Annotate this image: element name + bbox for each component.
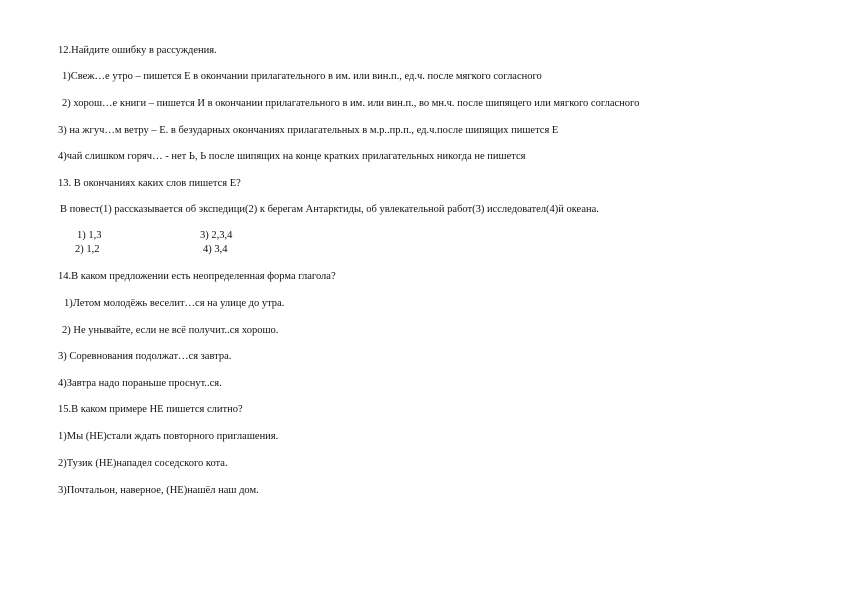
q12-item-2: 2) хорош…е книги – пишется И в окончании прилагательного в им. или вин.п., во мн.ч. после шипящего или мягкого согласного	[62, 98, 640, 109]
q15-item-2: 2)Тузик (НЕ)нападел соседского кота.	[58, 458, 228, 469]
q14-item-2: 2) Не унывайте, если не всё получит..ся хорошо.	[62, 325, 279, 336]
q12-item-4: 4)чай слишком горяч… - нет Ь, Ь после шипящих на конце кратких прилагательных никогда не пишется	[58, 151, 526, 162]
q13-title: 13. В окончаниях каких слов пишется Е?	[58, 178, 241, 189]
q13-sentence: В повест(1) рассказывается об экспедици(2) к берегам Антарктиды, об увлекательной работ(3) исследовател(4)й океана.	[60, 204, 599, 215]
q12-item-1: 1)Свеж…е утро – пишется Е в окончании прилагательного в им. или вин.п., ед.ч. после мягкого согласного	[62, 71, 542, 82]
q13-option-2: 2) 1,2	[75, 244, 100, 255]
q13-option-1: 1) 1,3	[77, 230, 102, 241]
q13-option-3: 3) 2,3,4	[200, 230, 233, 241]
q12-title: 12.Найдите ошибку в рассуждения.	[58, 45, 217, 56]
q13-option-4: 4) 3,4	[203, 244, 228, 255]
q15-item-3: 3)Почтальон, наверное, (НЕ)нашёл наш дом.	[58, 485, 259, 496]
q15-item-1: 1)Мы (НЕ)стали ждать повторного приглашения.	[58, 431, 279, 442]
q15-title: 15.В каком примере НЕ пишется слитно?	[58, 404, 243, 415]
q14-title: 14.В каком предложении есть неопределенная форма глагола?	[58, 271, 336, 282]
q14-item-3: 3) Соревнования подолжат…ся завтра.	[58, 351, 232, 362]
q14-item-4: 4)Завтра надо пораньше проснут..ся.	[58, 378, 222, 389]
q14-item-1: 1)Летом молодёжь веселит…ся на улице до утра.	[64, 298, 285, 309]
q12-item-3: 3) на жгуч…м ветру – Е. в безударных окончаниях прилагательных в м.р..пр.п., ед.ч.после шипящих пишется Е	[58, 125, 559, 136]
